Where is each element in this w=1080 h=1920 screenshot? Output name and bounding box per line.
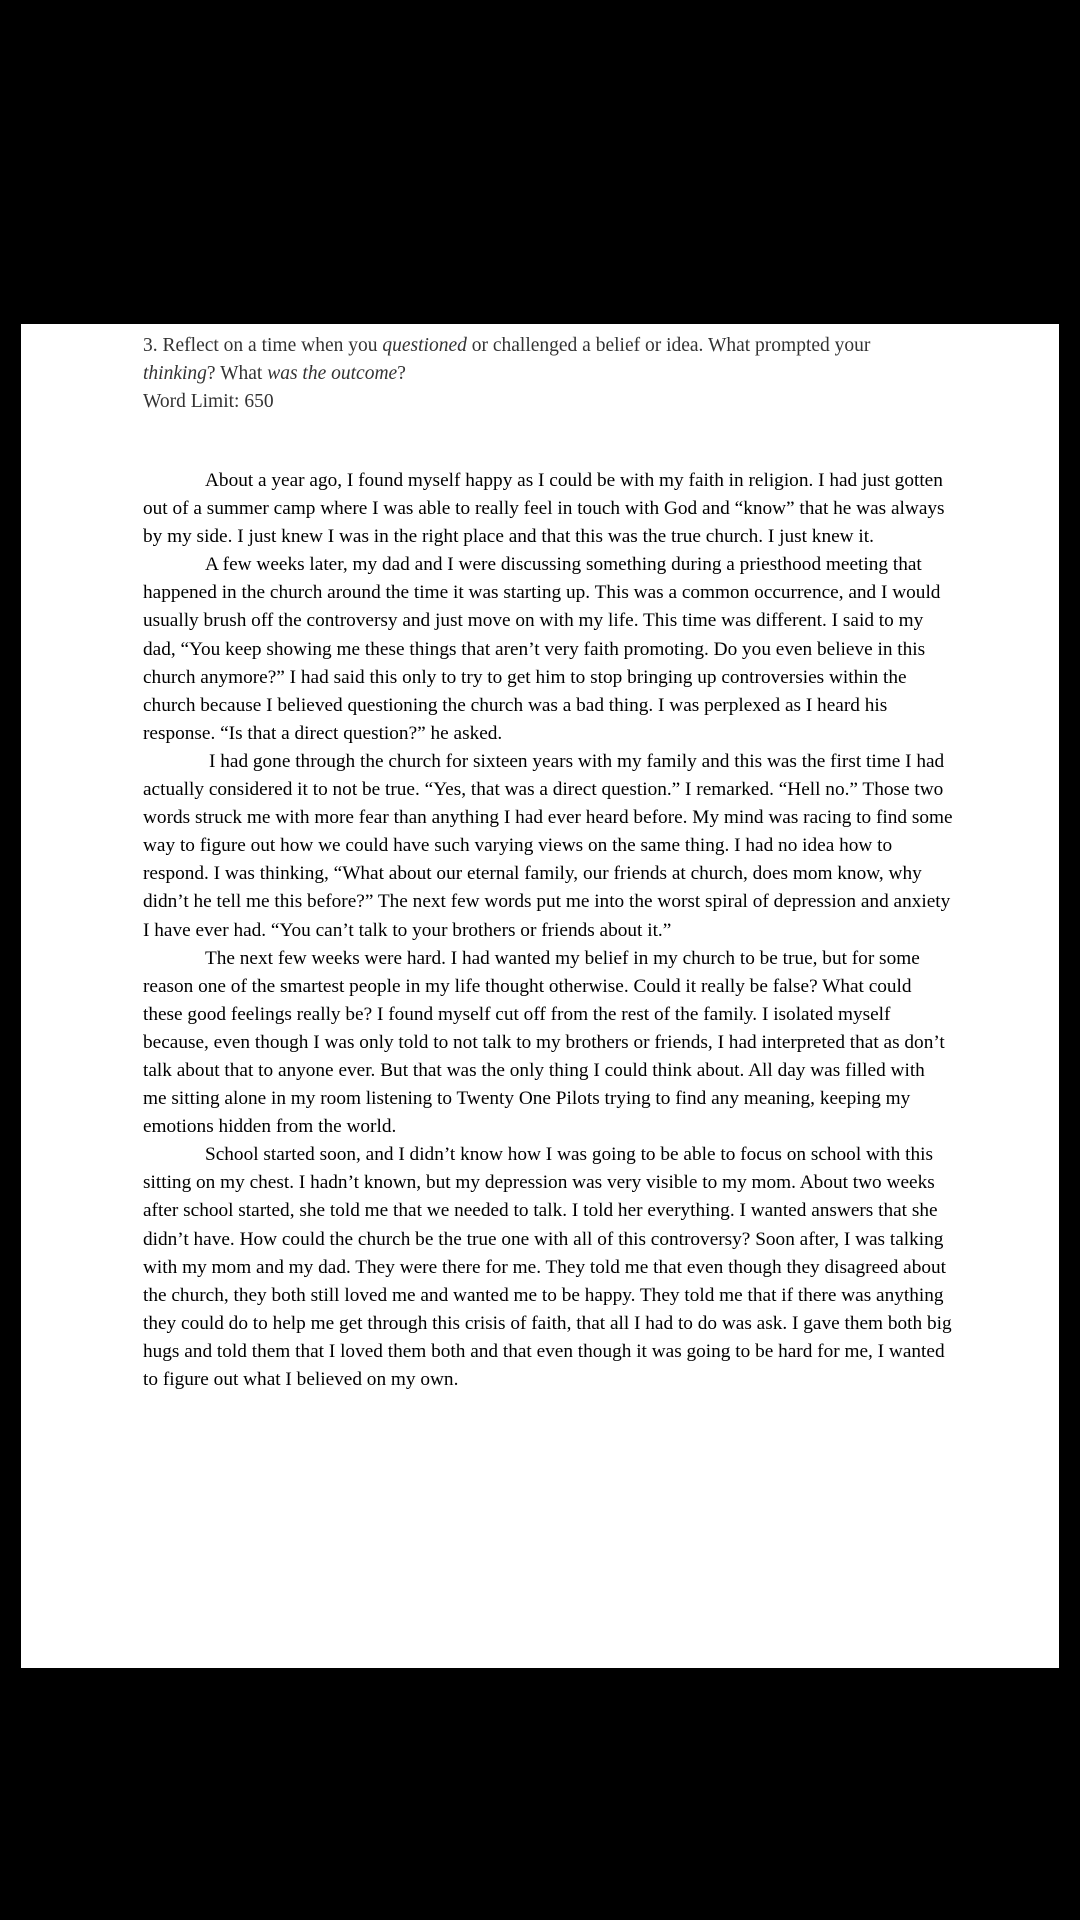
prompt-text: ? bbox=[397, 363, 406, 384]
prompt-line-2 bbox=[143, 360, 953, 388]
prompt-emphasis: was the outcome bbox=[267, 363, 398, 384]
essay-body bbox=[143, 467, 953, 1394]
document-content bbox=[143, 332, 953, 1394]
essay-prompt bbox=[143, 332, 953, 416]
prompt-emphasis: thinking bbox=[143, 363, 207, 384]
essay-paragraph: School started soon, and I didn’t know how I was going to be able to focus on school with this sitting on my chest. I hadn’t known, but my depression was very visible to my mom. About two weeks after school started, she told me that we needed to talk. I told her everything. I wanted answers that she didn’t have. How could the church be the true one with all of this controversy? Soon after, I was talking with my mom and my dad. They were there for me. They told me that even though they disagreed about the church, they both still loved me and wanted me to be happy. They told me that if there was anything they could do to help me get through this crisis of faith, that all I had to do was ask. I gave them both big hugs and told them that I loved them both and that even though it was going to be hard for me, I wanted to figure out what I believed on my own. bbox=[143, 1144, 952, 1390]
word-limit: Word Limit: 650 bbox=[143, 391, 274, 412]
prompt-text: ? What bbox=[206, 363, 268, 384]
prompt-line-1 bbox=[143, 332, 953, 360]
essay-paragraph: The next few weeks were hard. I had wanted my belief in my church to be true, but for some reason one of the smartest people in my life thought otherwise. Could it really be false? What could these good feelings really be? I found myself cut off from the rest of the family. I isolated myself because, even though I was only told to not talk to my brothers or friends, I had interpreted that as don’t talk about that to anyone ever. But that was the only thing I could think about. All day was filled with me sitting alone in my room listening to Twenty One Pilots trying to find any meaning, keeping my emotions hidden from the world. bbox=[143, 947, 945, 1138]
essay-paragraph: About a year ago, I found myself happy as I could be with my faith in religion. I had just gotten out of a summer camp where I was able to really feel in touch with God and “know” that he was always by my side. I just knew I was in the right place and that this was the true church. I just knew it. bbox=[143, 470, 945, 548]
document-page bbox=[21, 324, 1059, 1668]
essay-paragraph: I had gone through the church for sixteen years with my family and this was the first time I had actually considered it to not be true. “Yes, that was a direct question.” I remarked. “Hell no.” Those two words struck me with more fear than anything I had ever heard before. My mind was racing to find some way to figure out how we could have such varying views on the same thing. I had no idea how to respond. I was thinking, “What about our eternal family, our friends at church, does mom know, why didn’t he tell me this before?” The next few words put me into the worst spiral of depression and anxiety I have ever had. “You can’t talk to your brothers or friends about it.” bbox=[143, 750, 953, 941]
prompt-text: 3. Reflect on a time when you bbox=[143, 335, 383, 356]
prompt-emphasis: questioned bbox=[382, 335, 467, 356]
essay-paragraph: A few weeks later, my dad and I were discussing something during a priesthood meeting that happened in the church around the time it was starting up. This was a common occurrence, and I would usually brush off the controversy and just move on with my life. This time was different. I said to my dad, “You keep showing me these things that aren’t very faith promoting. Do you even believe in this church anymore?” I had said this only to try to get him to stop bringing up controversies within the church because I believed questioning the church was a bad thing. I was perplexed as I heard his response. “Is that a direct question?” he asked. bbox=[143, 554, 941, 744]
prompt-text: or challenged a belief or idea. What prompted your bbox=[466, 335, 871, 356]
